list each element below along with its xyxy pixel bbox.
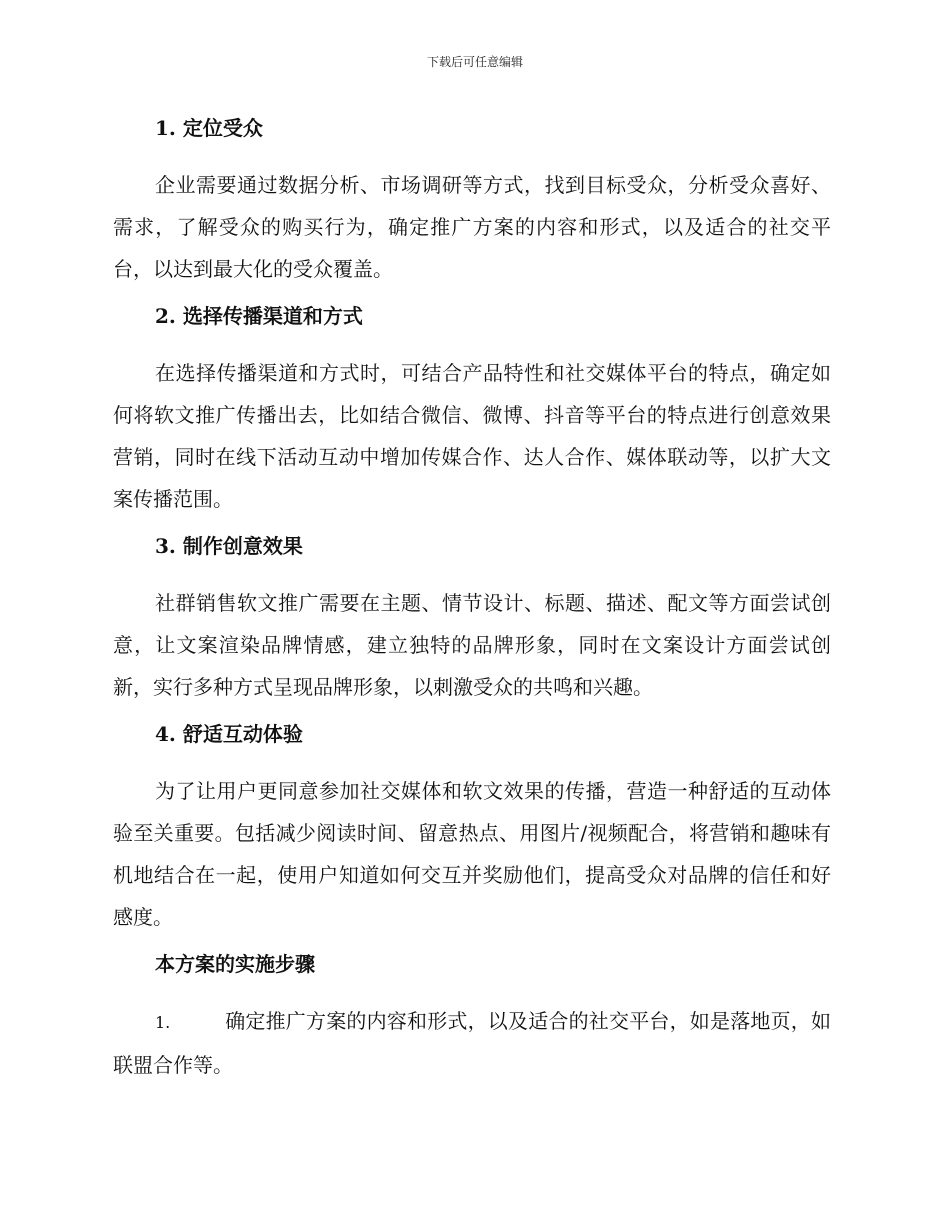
section-heading-3: 3. 制作创意效果 [155,534,303,558]
page-header: 下载后可任意编辑 [426,55,523,69]
section-heading-2: 2. 选择传播渠道和方式 [155,304,363,328]
section-paragraph-3: 社群销售软文推广需要在主题、情节设计、标题、描述、配文等方面尝试创意，让文案渲染品牌情感，建立独特的品牌形象，同时在文案设计方面尝试创新，实行多种方式呈现品牌形象，以刺激受众的共鸣和兴趣。 [113,591,831,699]
section-paragraph-4: 为了让用户更同意参加社交媒体和软文效果的传播，营造一种舒适的互动体验至关重要。包括减少阅读时间、留意热点、用图片/视频配合，将营销和趣味有机地结合在一起，使用户知道如何交互并奖励他们，提高受众对品牌的信任和好感度。 [113,779,831,929]
section-heading-4: 4. 舒适互动体验 [155,722,303,746]
step-text: 确定推广方案的内容和形式，以及适合的社交平台，如是落地页，如联盟合作等。 [113,1009,831,1077]
document-body [113,110,831,1086]
steps-heading: 本方案的实施步骤 [155,952,315,976]
section-paragraph-1: 企业需要通过数据分析、市场调研等方式，找到目标受众，分析受众喜好、需求，了解受众的购买行为，确定推广方案的内容和形式，以及适合的社交平台，以达到最大化的受众覆盖。 [113,173,831,281]
section-heading-1: 1. 定位受众 [155,116,263,140]
step-number: 1. [155,1013,171,1032]
step-item-1 [113,1000,831,1086]
section-paragraph-2: 在选择传播渠道和方式时，可结合产品特性和社交媒体平台的特点，确定如何将软文推广传播出去，比如结合微信、微博、抖音等平台的特点进行创意效果营销，同时在线下活动互动中增加传媒合作、达人合作、媒体联动等，以扩大文案传播范围。 [113,361,831,511]
